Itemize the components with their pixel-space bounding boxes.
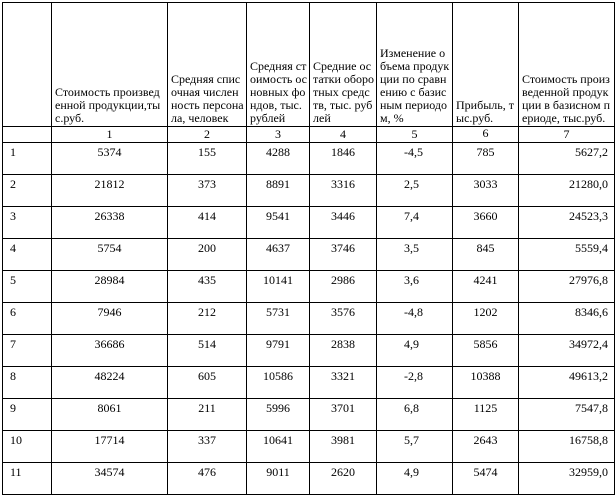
column-number-cell: 3 <box>247 127 310 143</box>
table-cell: 21812 <box>52 175 168 207</box>
table-cell: 1125 <box>453 399 519 431</box>
table-cell: 36686 <box>52 335 168 367</box>
table-cell: 9011 <box>247 463 310 495</box>
table-cell: 3033 <box>453 175 519 207</box>
data-table <box>2 2 615 495</box>
table-row <box>3 143 615 175</box>
table-cell: 5627,2 <box>519 143 615 175</box>
column-number-cell: 5 <box>377 127 453 143</box>
table-cell: 3,5 <box>377 239 453 271</box>
table-row <box>3 335 615 367</box>
header-cell-profit: Прибыль, тыс.руб. <box>453 3 519 127</box>
table-cell: 476 <box>168 463 247 495</box>
table-cell: 5754 <box>52 239 168 271</box>
table-cell: 10586 <box>247 367 310 399</box>
table-cell: 1846 <box>310 143 377 175</box>
row-index-cell: 6 <box>3 303 52 335</box>
table-cell: 9541 <box>247 207 310 239</box>
column-number-cell: 2 <box>168 127 247 143</box>
table-cell: 5474 <box>453 463 519 495</box>
table-cell: 5374 <box>52 143 168 175</box>
table-cell: 3446 <box>310 207 377 239</box>
table-cell: 373 <box>168 175 247 207</box>
table-row <box>3 399 615 431</box>
table-row <box>3 239 615 271</box>
header-cell-headcount: Средняя списочная численность персонала, человек <box>168 3 247 127</box>
column-number-cell: 1 <box>52 127 168 143</box>
table-cell: -4,5 <box>377 143 453 175</box>
table-cell: 26338 <box>52 207 168 239</box>
row-index-cell: 10 <box>3 431 52 463</box>
table-cell: 605 <box>168 367 247 399</box>
table-cell: 49613,2 <box>519 367 615 399</box>
row-index-cell: 11 <box>3 463 52 495</box>
table-cell: 5996 <box>247 399 310 431</box>
table-cell: -2,8 <box>377 367 453 399</box>
table-cell: 514 <box>168 335 247 367</box>
table-row <box>3 367 615 399</box>
table-cell: 10388 <box>453 367 519 399</box>
table-cell: 3746 <box>310 239 377 271</box>
row-index-cell: 1 <box>3 143 52 175</box>
table-cell: 5,7 <box>377 431 453 463</box>
table-cell: 48224 <box>52 367 168 399</box>
table-cell: 155 <box>168 143 247 175</box>
header-cell-working-capital: Средние остатки оборотных средств, тыс. рублей <box>310 3 377 127</box>
table-row <box>3 463 615 495</box>
table-cell: 845 <box>453 239 519 271</box>
table-cell: 4288 <box>247 143 310 175</box>
table-cell: 3316 <box>310 175 377 207</box>
table-row <box>3 431 615 463</box>
table-row <box>3 175 615 207</box>
column-number-cell: 7 <box>519 127 615 143</box>
table-cell: 5559,4 <box>519 239 615 271</box>
header-cell-volume-change: Изменение объема продукции по сравнению с базисным периодом, % <box>377 3 453 127</box>
row-index-cell: 3 <box>3 207 52 239</box>
header-cell-index <box>3 3 52 127</box>
table-cell: 21280,0 <box>519 175 615 207</box>
table-cell: 24523,3 <box>519 207 615 239</box>
table-cell: 3321 <box>310 367 377 399</box>
table-cell: 5731 <box>247 303 310 335</box>
table-cell: 8891 <box>247 175 310 207</box>
table-cell: 7,4 <box>377 207 453 239</box>
table-cell: 28984 <box>52 271 168 303</box>
table-cell: 8346,6 <box>519 303 615 335</box>
table-cell: 3701 <box>310 399 377 431</box>
table-cell: 4,9 <box>377 335 453 367</box>
table-cell: 200 <box>168 239 247 271</box>
table-cell: 2643 <box>453 431 519 463</box>
table-cell: 414 <box>168 207 247 239</box>
table-cell: 337 <box>168 431 247 463</box>
table-row <box>3 207 615 239</box>
table-cell: 17714 <box>52 431 168 463</box>
row-index-cell: 9 <box>3 399 52 431</box>
column-number-cell <box>3 127 52 143</box>
table-row <box>3 271 615 303</box>
table-cell: 8061 <box>52 399 168 431</box>
header-row <box>3 3 615 127</box>
table-cell: 785 <box>453 143 519 175</box>
header-cell-base-period-cost: Стоимость произведенной продукции в базисном периоде, тыс.руб. <box>519 3 615 127</box>
table-cell: 2620 <box>310 463 377 495</box>
table-cell: 435 <box>168 271 247 303</box>
table-cell: 32959,0 <box>519 463 615 495</box>
table-cell: 3,6 <box>377 271 453 303</box>
table-cell: 2986 <box>310 271 377 303</box>
column-number-cell: 4 <box>310 127 377 143</box>
row-index-cell: 4 <box>3 239 52 271</box>
table-cell: 27976,8 <box>519 271 615 303</box>
table-cell: 1202 <box>453 303 519 335</box>
table-cell: 10141 <box>247 271 310 303</box>
table-cell: 2,5 <box>377 175 453 207</box>
table-cell: 4,9 <box>377 463 453 495</box>
row-index-cell: 8 <box>3 367 52 399</box>
column-number-cell: 6 <box>453 127 519 143</box>
header-cell-production-cost: Стоимость произведенной продукции,тыс.руб. <box>52 3 168 127</box>
table-cell: 211 <box>168 399 247 431</box>
table-cell: 4241 <box>453 271 519 303</box>
table-cell: 7946 <box>52 303 168 335</box>
table-cell: 9791 <box>247 335 310 367</box>
row-index-cell: 2 <box>3 175 52 207</box>
table-cell: -4,8 <box>377 303 453 335</box>
table-cell: 7547,8 <box>519 399 615 431</box>
table-cell: 16758,8 <box>519 431 615 463</box>
row-index-cell: 5 <box>3 271 52 303</box>
table-cell: 3981 <box>310 431 377 463</box>
column-number-row <box>3 127 615 143</box>
table-cell: 3660 <box>453 207 519 239</box>
table-cell: 2838 <box>310 335 377 367</box>
table-cell: 6,8 <box>377 399 453 431</box>
table-cell: 3576 <box>310 303 377 335</box>
table-cell: 4637 <box>247 239 310 271</box>
table-cell: 212 <box>168 303 247 335</box>
table-cell: 10641 <box>247 431 310 463</box>
table-row <box>3 303 615 335</box>
row-index-cell: 7 <box>3 335 52 367</box>
table-cell: 5856 <box>453 335 519 367</box>
table-cell: 34574 <box>52 463 168 495</box>
header-cell-fixed-assets: Средняя стоимость основных фондов, тыс. рублей <box>247 3 310 127</box>
table-cell: 34972,4 <box>519 335 615 367</box>
